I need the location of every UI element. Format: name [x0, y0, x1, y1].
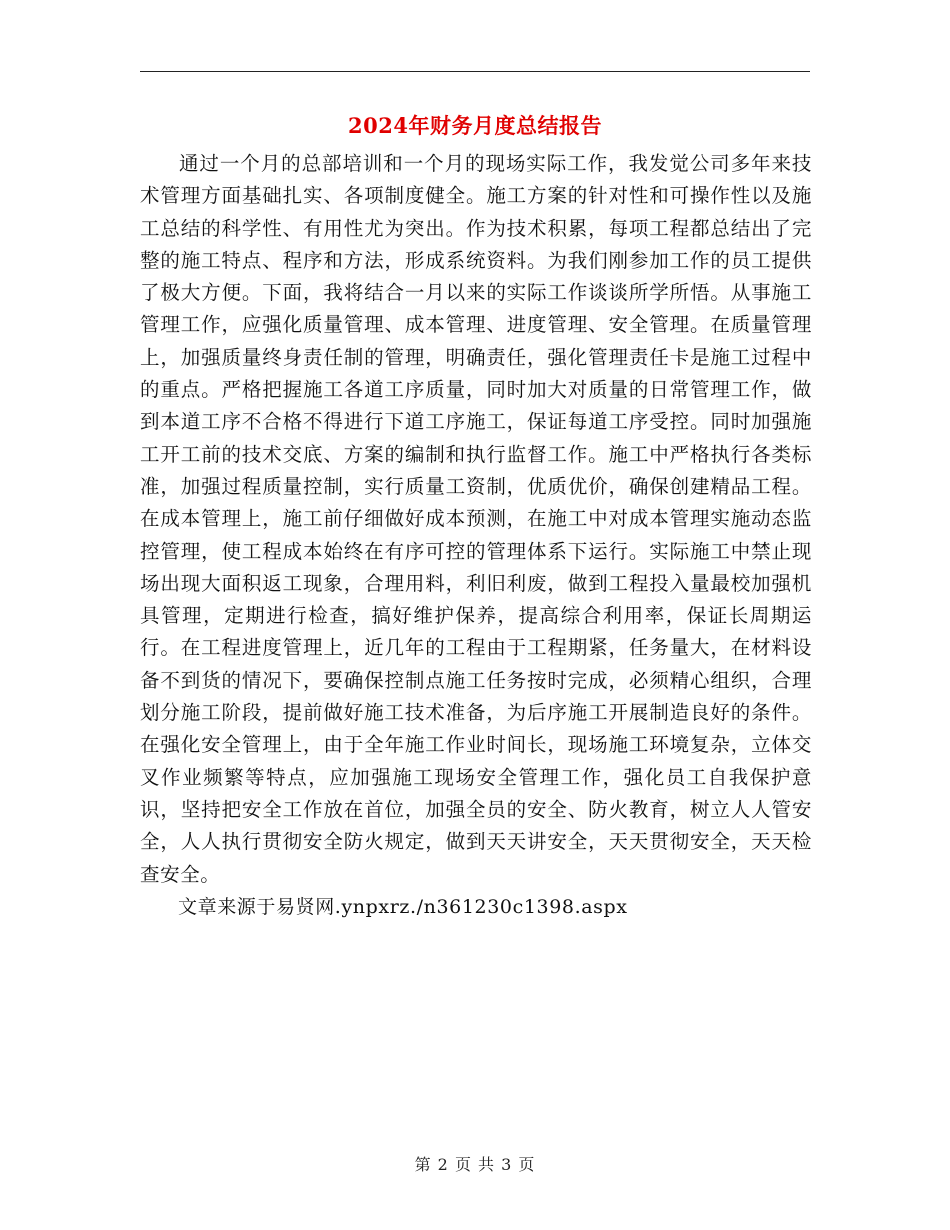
document-title: 2024年财务月度总结报告 — [348, 113, 602, 138]
document-body — [140, 148, 812, 923]
source-line: 文章来源于易贤网.ynpxrz./n361230c1398.aspx — [178, 895, 628, 918]
body-paragraph: 通过一个月的总部培训和一个月的现场实际工作，我发觉公司多年来技术管理方面基础扎实、各项制度健全。施工方案的针对性和可操作性以及施工总结的科学性、有用性尤为突出。作为技术积累，每项工程都总结出了完整的施工特点、程序和方法，形成系统资料。为我们刚参加工作的员工提供了极大方便。下面，我将结合一月以来的实际工作谈谈所学所悟。从事施工管理工作，应强化质量管理、成本管理、进度管理、安全管理。在质量管理上，加强质量终身责任制的管理，明确责任，强化管理责任卡是施工过程中的重点。严格把握施工各道工序质量，同时加大对质量的日常管理工作，做到本道工序不合格不得进行下道工序施工，保证每道工序受控。同时加强施工开工前的技术交底、方案的编制和执行监督工作。施工中严格执行各类标准，加强过程质量控制，实行质量工资制，优质优价，确保创建精品工程。在成本管理上，施工前仔细做好成本预测，在施工中对成本管理实施动态监控管理，使工程成本始终在有序可控的管理体系下运行。实际施工中禁止现场出现大面积返工现象，合理用料，利旧利废，做到工程投入量最校加强机具管理，定期进行检查，搞好维护保养，提高综合利用率，保证长周期运行。在工程进度管理上，近几年的工程由于工程期紧，任务量大，在材料设备不到货的情况下，要确保控制点施工任务按时完成，必须精心组织，合理划分施工阶段，提前做好施工技术准备，为后序施工开展制造良好的条件。在强化安全管理上，由于全年施工作业时间长，现场施工环境复杂，立体交叉作业频繁等特点，应加强施工现场安全管理工作，强化员工自我保护意识，坚持把安全工作放在首位，加强全员的安全、防火教育，树立人人管安全，人人执行贯彻安全防火规定，做到天天讲安全，天天贯彻安全，天天检查安全。 — [140, 152, 812, 886]
page-number: 第 2 页 共 3 页 — [414, 1155, 536, 1174]
header-rule — [140, 71, 810, 72]
